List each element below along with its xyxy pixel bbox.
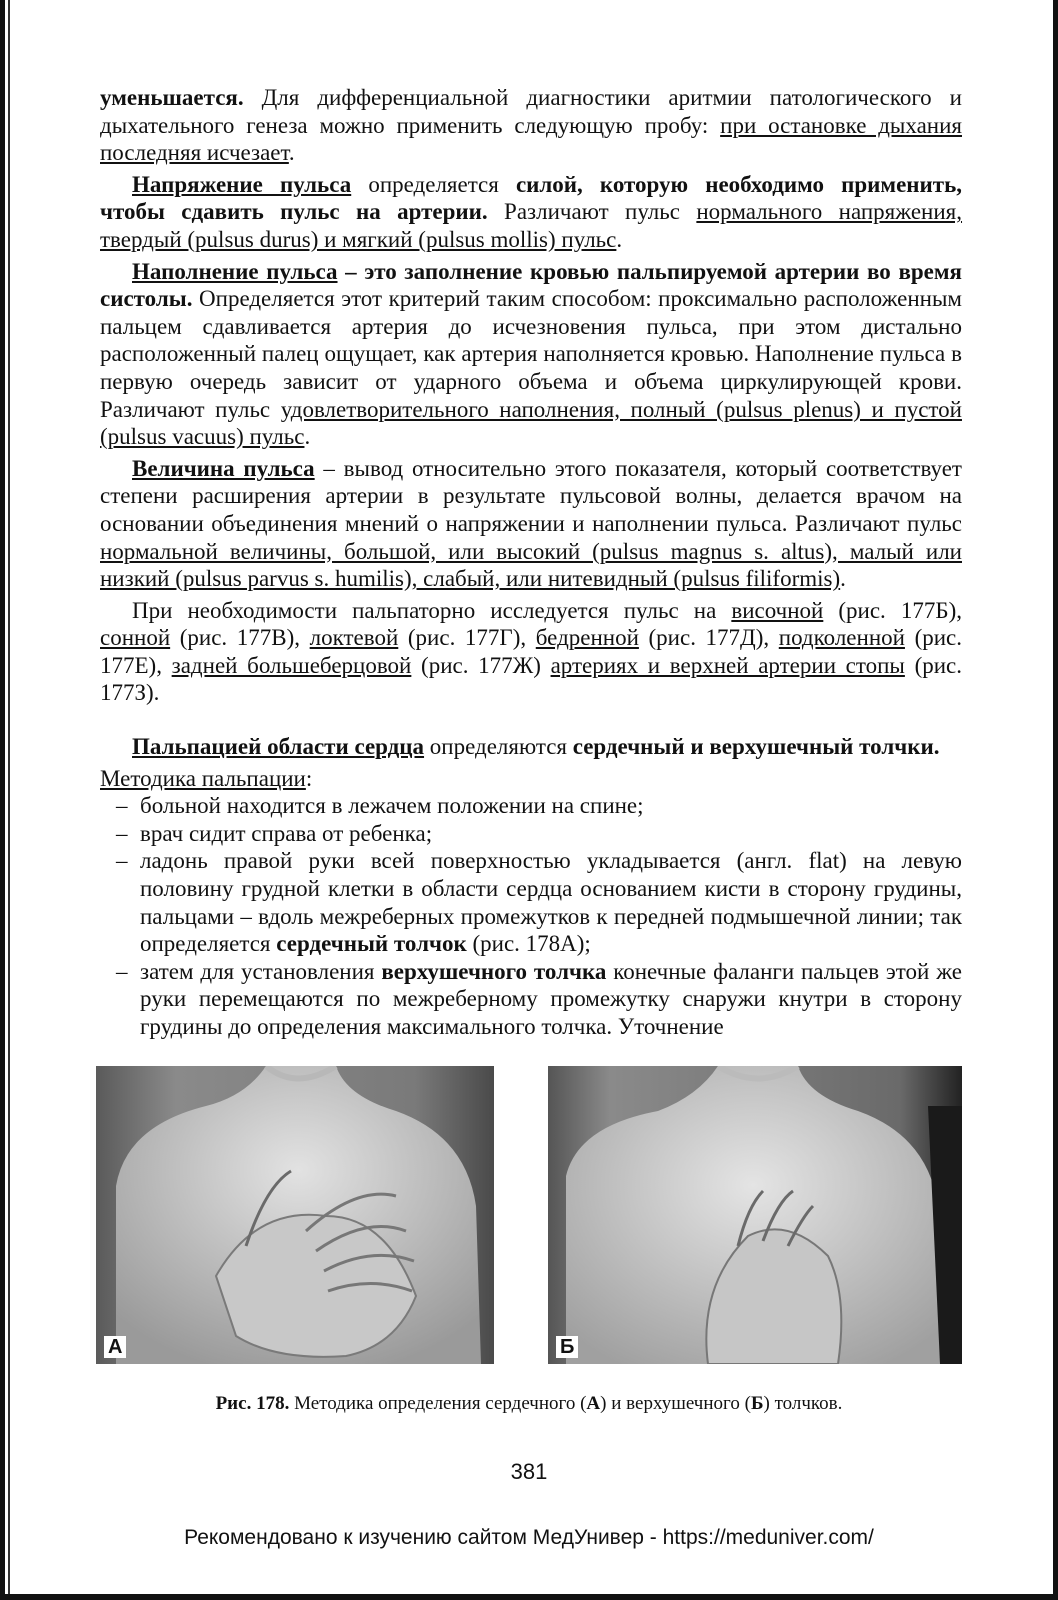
underlined-text-run: нормальной величины, большой, или высокий (pulsus magnus s. altus), малый или низкий (pulsus parvus s. humilis), слабый, или нитевидный (pulsus filiformis)	[100, 538, 962, 592]
text-run: .	[304, 424, 311, 450]
bold-text-run: уменьшается.	[100, 85, 244, 110]
bold-text-run: – это заполнение кровью пальпируемой артерии во время систолы.	[100, 258, 962, 312]
text-paragraphs	[100, 84, 962, 707]
method-step	[100, 820, 962, 848]
text-run: – вывод относительно этого показателя, который соответствует степени расширения артерии в результате пульсовой волны, делается врачом на основании объединения мнений о напряжении и наполнении пульса. Различают пульс	[100, 455, 962, 536]
text-run: больной находится в лежачем положении на спине;	[140, 793, 644, 819]
bold-text-run: сердечный и верхушечный толчки.	[572, 734, 940, 760]
bold-text-run: верхушечного толчка	[381, 958, 607, 984]
method-step	[100, 792, 962, 820]
underlined-text-run: подколенной	[778, 625, 905, 651]
caption-text	[289, 1393, 842, 1414]
method-step	[100, 958, 962, 1041]
text-run: .	[616, 226, 623, 252]
text-run: .	[840, 566, 846, 592]
page-number: 381	[510, 1459, 548, 1484]
bold-text-run: Напряжение пульса	[132, 171, 352, 197]
footer-recommendation: Рекомендовано к изучению сайтом МедУнивер - https://meduniver.com/	[184, 1526, 874, 1549]
method-steps-list	[100, 792, 962, 1040]
text-run: (рис. 177Г),	[398, 625, 536, 651]
method-heading: Методика пальпации	[100, 765, 306, 791]
text-run: определяется	[351, 171, 516, 197]
text-run: определяются	[424, 734, 573, 760]
underlined-text-run: задней большеберцовой	[171, 652, 412, 678]
text-run: ладонь правой руки всей поверхностью укладывается (англ. flat) на левую половину грудной клетки в области сердца основанием кисти в сторону грудины, пальцами – вдоль межреберных промежутков к передней подмышечной линии; так определяется	[140, 848, 962, 957]
text-run: (рис. 178А);	[466, 931, 591, 957]
underlined-text-run: сонной	[100, 625, 171, 651]
text-run: Различают пульс	[487, 199, 697, 225]
text-run: При необходимости пальпаторно исследуется пульс на	[132, 597, 732, 623]
caption-prefix: Рис. 178.	[215, 1393, 290, 1414]
paragraph	[100, 597, 962, 707]
underlined-text-run: нормального напряжения, твердый (pulsus durus) и мягкий (pulsus mollis) пульс	[100, 199, 963, 252]
photo-cardiac-impulse	[96, 1066, 494, 1364]
figure-label-a: А	[104, 1336, 126, 1358]
text-run: (рис. 177Е),	[100, 625, 962, 678]
bold-text-run: Величина пульса	[132, 455, 315, 481]
figure-178	[0, 1066, 1058, 1366]
text-run: (рис. 177В),	[170, 625, 310, 651]
text-run: ) и верхушечного (	[600, 1393, 751, 1414]
paragraph	[100, 84, 962, 167]
underlined-text-run: артериях и верхней артерии стопы	[550, 652, 905, 678]
photo-apex-beat	[548, 1066, 962, 1364]
bold-text-run: Б	[750, 1393, 764, 1414]
text-run: .	[288, 140, 295, 166]
paragraph	[100, 258, 962, 451]
page-body	[100, 84, 962, 1041]
text-run: (рис. 177Б),	[823, 597, 962, 623]
paragraph	[100, 171, 962, 254]
bold-text-run: силой, которую необходимо применить, чтобы сдавить пульс на артерии.	[100, 171, 962, 225]
text-run: врач сидит справа от ребенка;	[140, 820, 433, 846]
figure-label-b: Б	[556, 1336, 578, 1358]
text-run: конечные фаланги пальцев этой же руки перемещаются по межреберному промежутку снаружи кнутри в сторону грудины до определения максимального толчка. Уточнение	[140, 958, 962, 1039]
text-run: (рис. 177Д),	[638, 625, 779, 651]
text-run: (рис. 177Ж)	[411, 652, 551, 678]
method-line	[100, 765, 962, 793]
text-run: ) толчков.	[763, 1393, 843, 1414]
text-run: (рис. 177З).	[100, 652, 962, 706]
bold-text-run: сердечный толчок	[276, 931, 467, 957]
palpation-intro	[100, 733, 962, 761]
bold-text-run: Наполнение пульса	[132, 258, 338, 284]
text-run: Определяется этот критерий таким способом: проксимально расположенным пальцем сдавливается артерия до исчезновения пульса, при этом дистально расположенный палец ощущает, как артерия наполняется кровью. Наполнение пульса в первую очередь зависит от ударного объема и объема циркулирующей крови. Различают пульс	[100, 286, 962, 422]
bold-text-run: А	[586, 1393, 601, 1414]
method-step	[100, 847, 962, 957]
text-run: Методика определения сердечного (	[289, 1393, 587, 1414]
text-run: затем для установления	[140, 958, 382, 984]
underlined-text-run: бедренной	[535, 625, 639, 651]
bold-text-run: Пальпацией области сердца	[132, 734, 425, 760]
figure-caption	[0, 1393, 1058, 1415]
underlined-text-run: локтевой	[309, 625, 399, 651]
underlined-text-run: при остановке дыхания последняя исчезает	[100, 112, 962, 166]
text-run: Для дифференциальной диагностики аритмии патологического и дыхательного генеза можно применить следующую пробу:	[100, 85, 962, 138]
method-colon: :	[305, 765, 313, 791]
scan-edge-bottom	[0, 1594, 1058, 1600]
paragraph	[100, 455, 962, 593]
underlined-text-run: удовлетворительного наполнения, полный (pulsus plenus) и пустой (pulsus vacuus) пульс	[100, 396, 962, 450]
underlined-text-run: височной	[731, 597, 824, 623]
